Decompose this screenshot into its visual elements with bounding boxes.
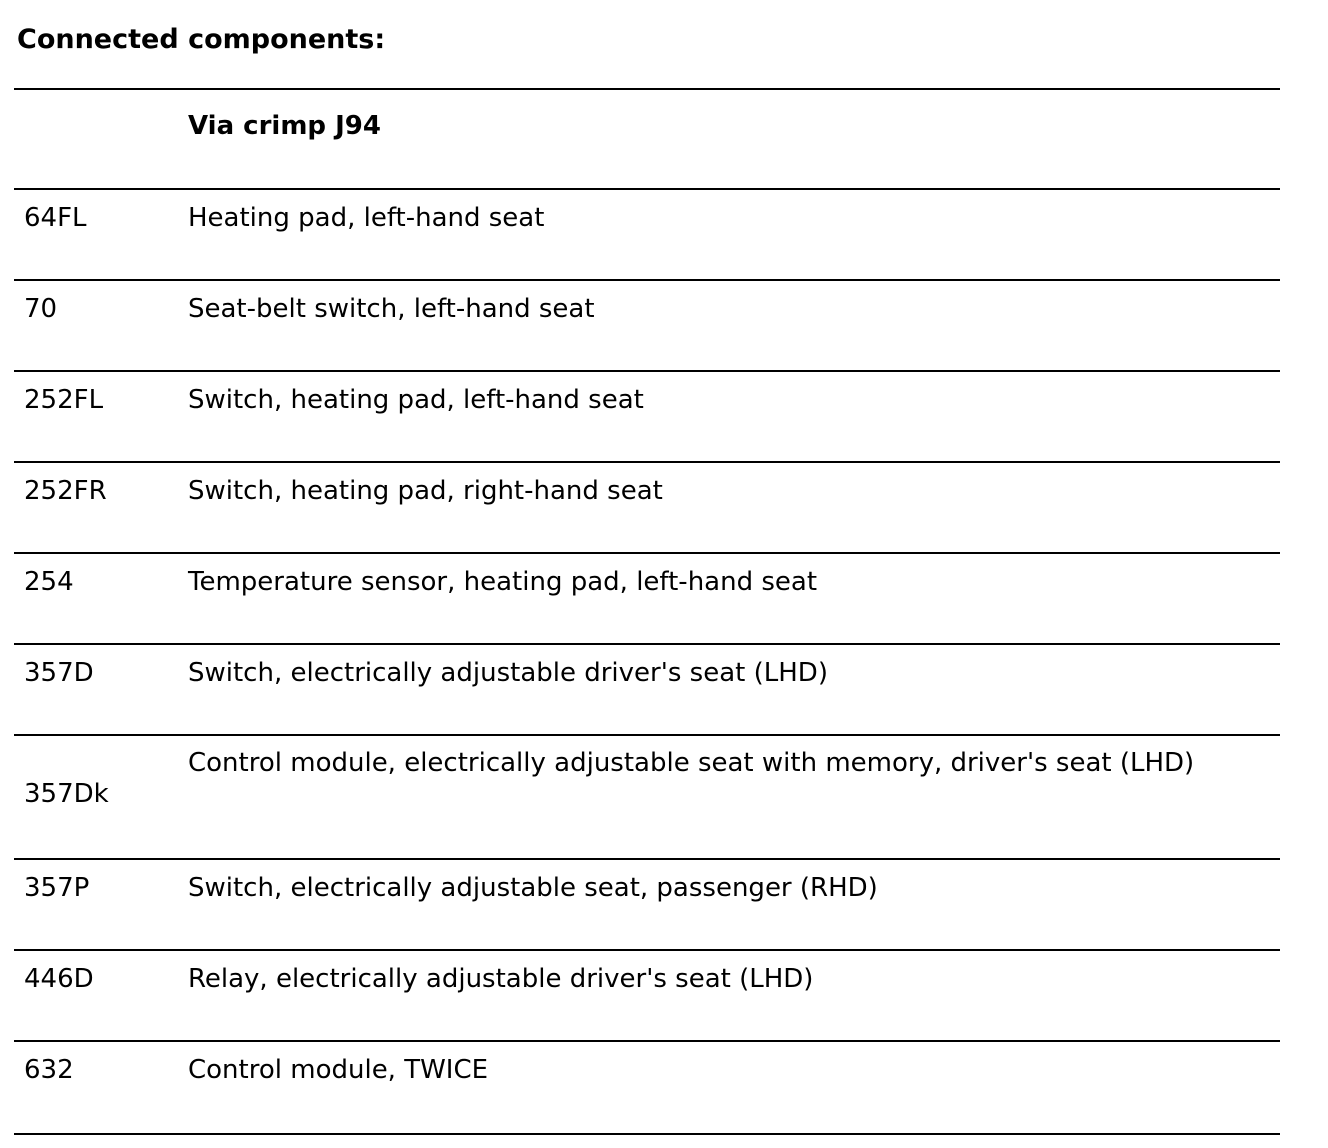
component-code: 64FL <box>24 203 87 233</box>
component-description: Switch, electrically adjustable driver's seat (LHD) <box>188 658 828 688</box>
component-description: Switch, heating pad, right-hand seat <box>188 476 663 506</box>
table-row <box>14 554 1280 645</box>
component-description: Temperature sensor, heating pad, left-hand seat <box>188 567 818 597</box>
table-row <box>14 860 1280 951</box>
component-description: Control module, electrically adjustable seat with memory, driver's seat (LHD) <box>188 748 1195 778</box>
table-row <box>14 372 1280 463</box>
component-code: 632 <box>24 1055 74 1085</box>
table-header-label: Via crimp J94 <box>188 111 381 141</box>
component-code: 254 <box>24 567 74 597</box>
component-description: Switch, heating pad, left-hand seat <box>188 385 644 415</box>
page-heading: Connected components: <box>17 24 386 55</box>
components-table <box>14 88 1280 1135</box>
component-code: 252FL <box>24 385 104 415</box>
table-row <box>14 1042 1280 1135</box>
component-description: Heating pad, left-hand seat <box>188 203 545 233</box>
component-code: 357Dk <box>24 779 109 809</box>
table-row <box>14 463 1280 554</box>
component-description: Seat-belt switch, left-hand seat <box>188 294 595 324</box>
component-code: 357D <box>24 658 94 688</box>
component-description: Relay, electrically adjustable driver's seat (LHD) <box>188 964 814 994</box>
component-description: Switch, electrically adjustable seat, passenger (RHD) <box>188 873 878 903</box>
table-row <box>14 190 1280 281</box>
table-row <box>14 736 1280 860</box>
table-row <box>14 645 1280 736</box>
table-header-row <box>14 90 1280 190</box>
component-code: 446D <box>24 964 94 994</box>
table-row <box>14 281 1280 372</box>
component-code: 357P <box>24 873 90 903</box>
table-row <box>14 951 1280 1042</box>
component-code: 70 <box>24 294 58 324</box>
component-code: 252FR <box>24 476 107 506</box>
component-description: Control module, TWICE <box>188 1055 489 1085</box>
